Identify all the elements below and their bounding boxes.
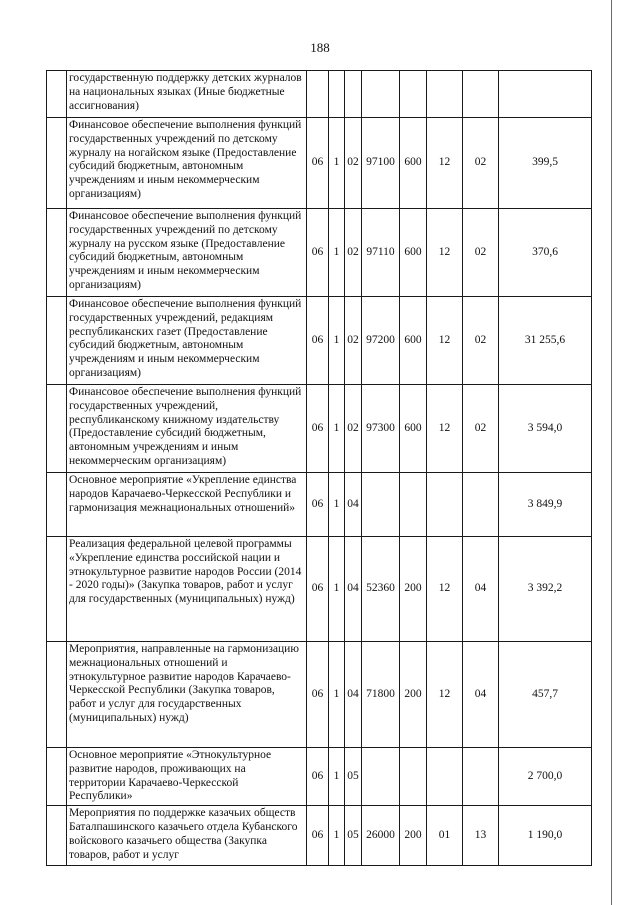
cell-chapter: 12	[427, 642, 463, 748]
cell-expense-type	[400, 748, 427, 806]
cell-direction-code: 52360	[362, 537, 400, 642]
cell-chapter: 01	[427, 806, 463, 866]
row-index-cell	[47, 209, 67, 297]
cell-program-code: 1	[329, 473, 345, 537]
cell-program-code: 1	[329, 297, 345, 385]
cell-amount: 3 849,9	[499, 473, 592, 537]
cell-section-code: 06	[307, 473, 329, 537]
page-number: 188	[310, 40, 330, 55]
cell-direction-code: 71800	[362, 642, 400, 748]
cell-expense-type	[400, 71, 427, 118]
cell-amount: 457,7	[499, 642, 592, 748]
cell-direction-code	[362, 71, 400, 118]
cell-subchapter: 13	[463, 806, 499, 866]
cell-section-code: 06	[307, 209, 329, 297]
table-row	[47, 209, 592, 297]
cell-chapter	[427, 473, 463, 537]
cell-subprogram-code: 04	[345, 537, 362, 642]
table-row	[47, 748, 592, 806]
cell-chapter: 12	[427, 385, 463, 473]
cell-expense-type: 200	[400, 806, 427, 866]
cell-program-code: 1	[329, 118, 345, 209]
cell-section-code: 06	[307, 118, 329, 209]
cell-amount: 1 190,0	[499, 806, 592, 866]
cell-subprogram-code: 02	[345, 297, 362, 385]
row-description: Финансовое обеспечение выполнения функций государственных учреждений, редакциям республиканских газет (Предоставление субсидий бюджетным, автономным учреждениям и иным некоммерческим организациям)	[67, 297, 307, 385]
cell-direction-code: 26000	[362, 806, 400, 866]
row-index-cell	[47, 385, 67, 473]
row-index-cell	[47, 748, 67, 806]
cell-section-code: 06	[307, 537, 329, 642]
cell-program-code: 1	[329, 642, 345, 748]
page-edge-line	[611, 0, 612, 905]
cell-direction-code: 97200	[362, 297, 400, 385]
table-row	[47, 71, 592, 118]
cell-amount: 31 255,6	[499, 297, 592, 385]
cell-subchapter: 02	[463, 209, 499, 297]
cell-amount: 3 594,0	[499, 385, 592, 473]
cell-section-code: 06	[307, 385, 329, 473]
cell-expense-type	[400, 473, 427, 537]
cell-amount: 399,5	[499, 118, 592, 209]
row-description: Мероприятия по поддержке казачьих обществ Баталпашинского казачьего отдела Кубанского войскового казачьего общества (Закупка товаров, работ и услуг	[67, 806, 307, 866]
budget-table	[46, 70, 592, 866]
cell-chapter	[427, 748, 463, 806]
cell-chapter: 12	[427, 297, 463, 385]
cell-amount: 2 700,0	[499, 748, 592, 806]
table-row	[47, 297, 592, 385]
cell-program-code	[329, 71, 345, 118]
cell-direction-code: 97300	[362, 385, 400, 473]
cell-expense-type: 600	[400, 385, 427, 473]
row-index-cell	[47, 642, 67, 748]
cell-subchapter: 02	[463, 118, 499, 209]
cell-direction-code: 97100	[362, 118, 400, 209]
cell-section-code: 06	[307, 642, 329, 748]
cell-amount	[499, 71, 592, 118]
cell-subprogram-code: 05	[345, 748, 362, 806]
row-description: Мероприятия, направленные на гармонизацию межнациональных отношений и этнокультурное развитие народов Карачаево-Черкесской Республики (Закупка товаров, работ и услуг для государственных (муниципальных) нужд)	[67, 642, 307, 748]
cell-subprogram-code: 02	[345, 209, 362, 297]
cell-subprogram-code: 02	[345, 385, 362, 473]
cell-program-code: 1	[329, 806, 345, 866]
table-body	[47, 71, 592, 866]
cell-section-code: 06	[307, 806, 329, 866]
cell-section-code	[307, 71, 329, 118]
cell-chapter: 12	[427, 537, 463, 642]
cell-section-code: 06	[307, 297, 329, 385]
row-index-cell	[47, 473, 67, 537]
row-description: Финансовое обеспечение выполнения функций государственных учреждений по детскому журналу на ногайском языке (Предоставление субсидий бюджетным, автономным учреждениям и иным некоммерческим организациям)	[67, 118, 307, 209]
cell-subprogram-code	[345, 71, 362, 118]
cell-expense-type: 600	[400, 297, 427, 385]
row-index-cell	[47, 537, 67, 642]
cell-subprogram-code: 05	[345, 806, 362, 866]
table-row	[47, 642, 592, 748]
table-row	[47, 537, 592, 642]
cell-subchapter	[463, 748, 499, 806]
cell-program-code: 1	[329, 537, 345, 642]
cell-chapter: 12	[427, 118, 463, 209]
cell-expense-type: 600	[400, 118, 427, 209]
cell-subchapter: 04	[463, 642, 499, 748]
cell-subchapter	[463, 71, 499, 118]
cell-direction-code	[362, 748, 400, 806]
row-description: Финансовое обеспечение выполнения функций государственных учреждений по детскому журналу на русском языке (Предоставление субсидий бюджетным, автономным учреждениям и иным некоммерческим организациям)	[67, 209, 307, 297]
cell-subchapter: 02	[463, 297, 499, 385]
cell-expense-type: 600	[400, 209, 427, 297]
table-row	[47, 118, 592, 209]
cell-amount: 3 392,2	[499, 537, 592, 642]
row-description: Основное мероприятие «Укрепление единства народов Карачаево-Черкесской Республики и гармонизация межнациональных отношений»	[67, 473, 307, 537]
row-index-cell	[47, 806, 67, 866]
cell-subchapter: 04	[463, 537, 499, 642]
row-index-cell	[47, 118, 67, 209]
table-row	[47, 473, 592, 537]
table-row	[47, 385, 592, 473]
row-description: Финансовое обеспечение выполнения функций государственных учреждений, республиканскому книжному издательству (Предоставление субсидий бюджетным, автономным учреждениям и иным некоммерческим организациям)	[67, 385, 307, 473]
row-description: Реализация федеральной целевой программы «Укрепление единства российской нации и этнокультурное развитие народов России (2014 - 2020 годы)» (Закупка товаров, работ и услуг для государственных (муниципальных) нужд)	[67, 537, 307, 642]
row-index-cell	[47, 297, 67, 385]
row-description: Основное мероприятие «Этнокультурное развитие народов, проживающих на территории Карачаево-Черкесской Республики»	[67, 748, 307, 806]
row-description: государственную поддержку детских журналов на национальных языках (Иные бюджетные ассигнования)	[67, 71, 307, 118]
cell-direction-code	[362, 473, 400, 537]
cell-expense-type: 200	[400, 642, 427, 748]
cell-subprogram-code: 04	[345, 642, 362, 748]
cell-amount: 370,6	[499, 209, 592, 297]
cell-chapter	[427, 71, 463, 118]
cell-program-code: 1	[329, 209, 345, 297]
cell-chapter: 12	[427, 209, 463, 297]
cell-expense-type: 200	[400, 537, 427, 642]
table-row	[47, 806, 592, 866]
row-index-cell	[47, 71, 67, 118]
cell-subprogram-code: 02	[345, 118, 362, 209]
cell-program-code: 1	[329, 385, 345, 473]
cell-program-code: 1	[329, 748, 345, 806]
cell-subprogram-code: 04	[345, 473, 362, 537]
cell-subchapter: 02	[463, 385, 499, 473]
cell-subchapter	[463, 473, 499, 537]
cell-direction-code: 97110	[362, 209, 400, 297]
cell-section-code: 06	[307, 748, 329, 806]
